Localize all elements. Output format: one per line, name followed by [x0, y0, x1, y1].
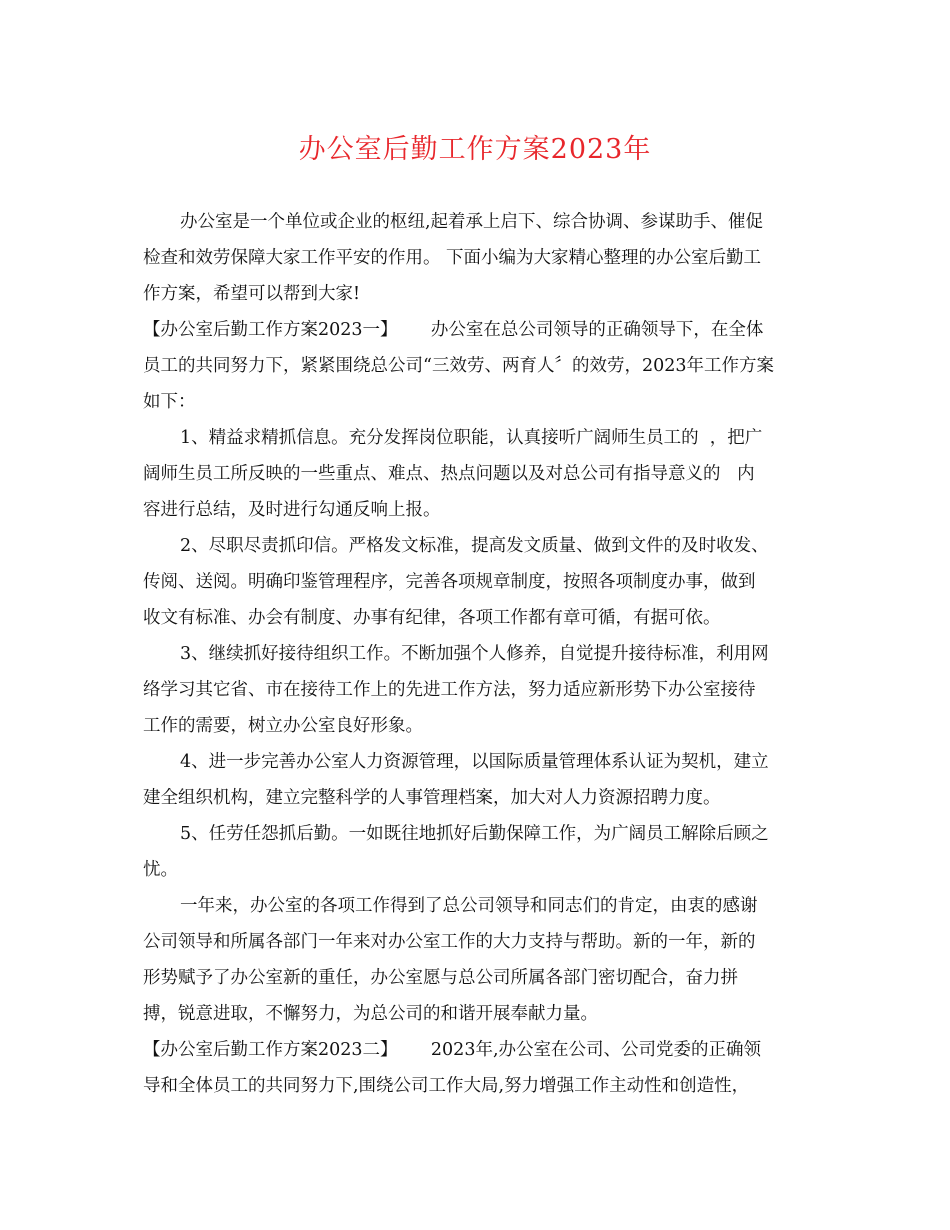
text-line: 建全组织机构，建立完整科学的人事管理档案，加大对人力资源招聘力度。: [143, 788, 721, 808]
text-line: 公司领导和所属各部门一年来对办公室工作的大力支持与帮助。新的一年，新的: [143, 932, 756, 952]
text-line: 5、任劳任怨抓后勤。一如既往地抓好后勤保障工作，为广阔员工解除后顾之: [180, 824, 769, 844]
text-line: 作方案，希望可以帮到大家!: [143, 284, 361, 304]
text-line: 办公室是一个单位或企业的枢纽,起着承上启下、综合协调、参谋助手、催促: [180, 212, 764, 232]
text-line: 1、精益求精抓信息。充分发挥岗位职能，认真接听广阔师生员工的 ，把广: [180, 428, 763, 448]
text-line: 阔师生员工所反映的一些重点、难点、热点问题以及对总公司有指导意义的 内: [143, 464, 755, 484]
text-line: 检查和效劳保障大家工作平安的作用。 下面小编为大家精心整理的办公室后勤工: [143, 248, 762, 268]
text-line: 收文有标准、办会有制度、办事有纪律，各项工作都有章可循，有据可依。: [143, 608, 721, 628]
text-line: 传阅、送阅。明确印鉴管理程序，完善各项规章制度，按照各项制度办事，做到: [143, 572, 756, 592]
text-line: 工作的需要，树立办公室良好形象。: [143, 716, 423, 736]
text-line: 2、尽职尽责抓印信。严格发文标准，提高发文质量、做到文件的及时收发、: [180, 536, 769, 556]
text-line: 如下：: [143, 392, 196, 412]
document-title: 办公室后勤工作方案2023年: [298, 134, 652, 165]
text-line: 形势赋予了办公室新的重任，办公室愿与总公司所属各部门密切配合，奋力拼: [143, 968, 738, 988]
text-line: 【办公室后勤工作方案2023二】 2023年,办公室在公司、公司党委的正确领: [143, 1040, 762, 1060]
text-line: 一年来，办公室的各项工作得到了总公司领导和同志们的肯定，由衷的感谢: [180, 896, 758, 916]
text-line: 3、继续抓好接待组织工作。不断加强个人修养，自觉提升接待标准，利用网: [180, 644, 769, 664]
text-line: 搏，锐意进取，不懈努力，为总公司的和谐开展奉献力量。: [143, 1004, 598, 1024]
text-line: 员工的共同努力下，紧紧围绕总公司“三效劳、两育人〞的效劳，2023年工作方案: [143, 356, 774, 376]
text-line: 容进行总结，及时进行勾通反响上报。: [143, 500, 441, 520]
document-body: [143, 204, 811, 1104]
text-line: 络学习其它省、市在接待工作上的先进工作方法，努力适应新形势下办公室接待: [143, 680, 756, 700]
text-line: 4、进一步完善办公室人力资源管理，以国际质量管理体系认证为契机，建立: [180, 752, 769, 772]
text-line: 【办公室后勤工作方案2023一】 办公室在总公司领导的正确领导下，在全体: [143, 320, 764, 340]
text-line: 导和全体员工的共同努力下,围绕公司工作大局,努力增强工作主动性和创造性，: [143, 1076, 750, 1096]
text-line: 忧。: [143, 860, 178, 880]
